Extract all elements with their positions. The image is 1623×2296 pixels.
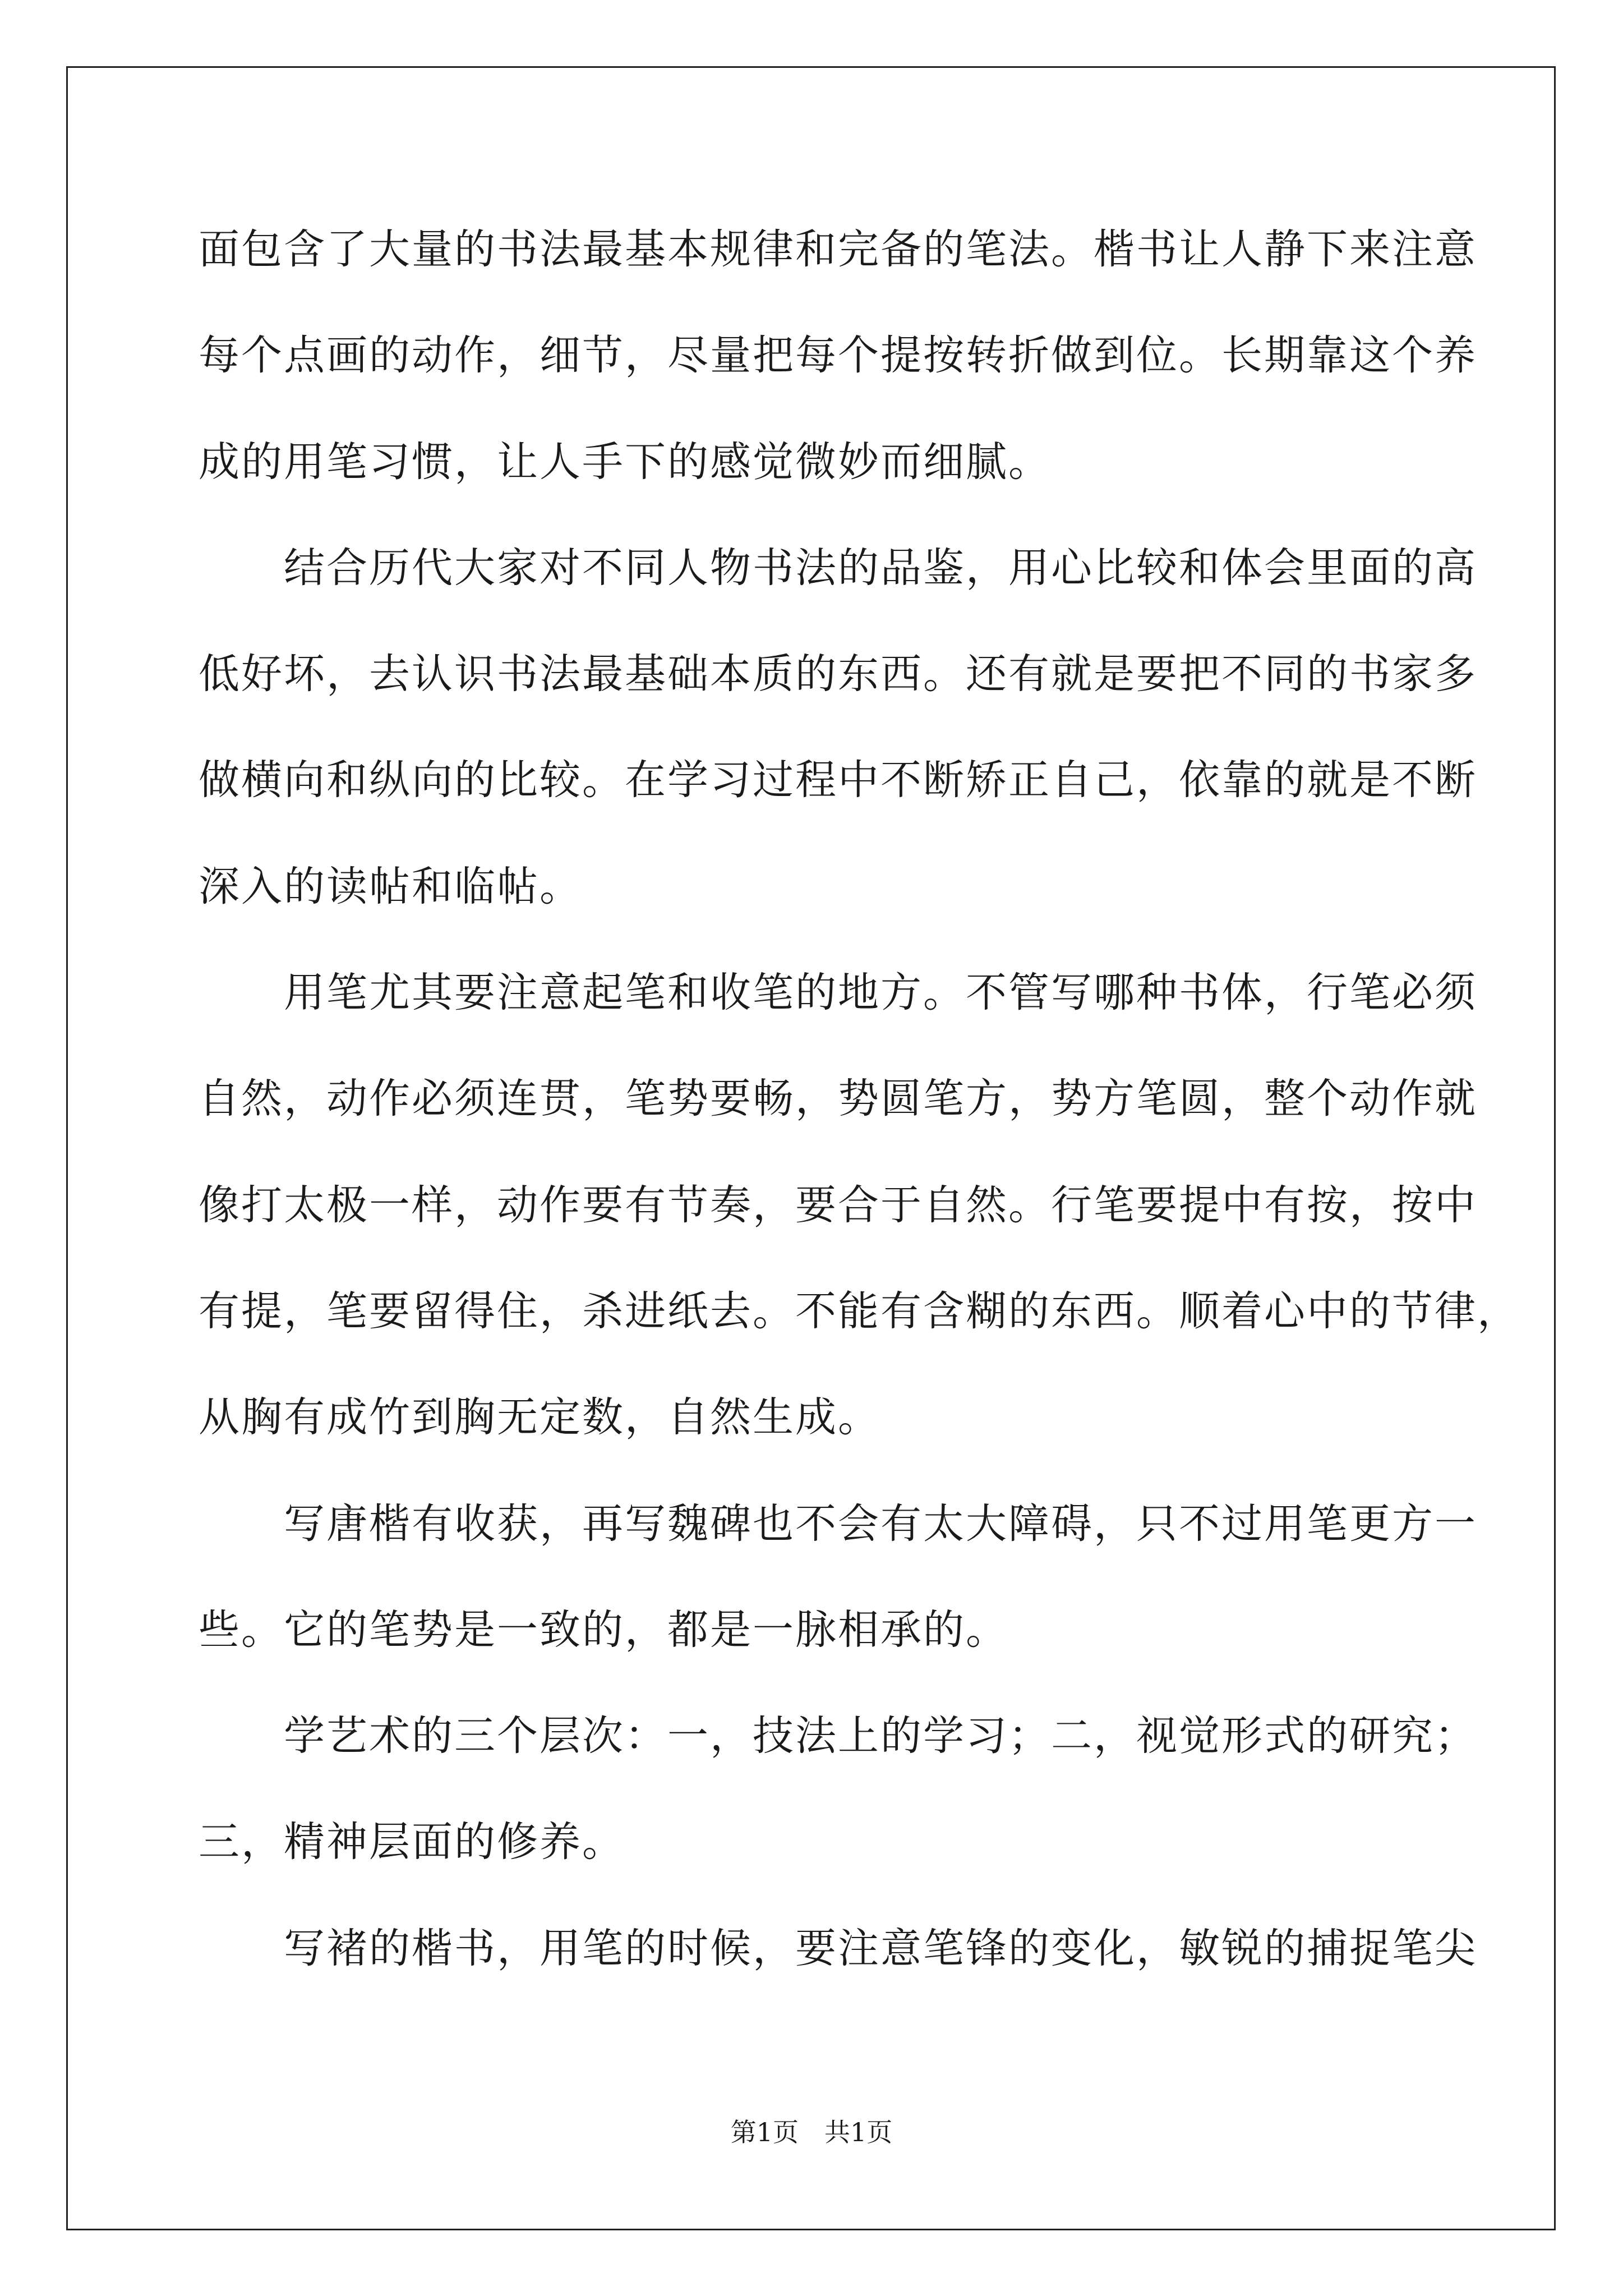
text-line: 结合历代大家对不同人物书法的品鉴，用心比较和体会里面的高	[199, 544, 1477, 592]
text-line: 些。它的笔势是一致的，都是一脉相承的。	[199, 1605, 1008, 1654]
text-line: 写褚的楷书，用笔的时候，要注意笔锋的变化，敏锐的捕捉笔尖	[199, 1924, 1477, 1972]
text-line: 从胸有成竹到胸无定数，自然生成。	[199, 1393, 880, 1442]
text-line: 每个点画的动作，细节，尽量把每个提按转折做到位。长期靠这个养	[199, 332, 1477, 380]
text-line: 有提，笔要留得住，杀进纸去。不能有含糊的东西。顺着心中的节律，	[199, 1287, 1520, 1335]
text-line: 三，精神层面的修养。	[199, 1818, 625, 1866]
text-line: 深入的读帖和临帖。	[199, 862, 582, 910]
text-line: 学艺术的三个层次：一，技法上的学习；二，视觉形式的研究；	[199, 1712, 1477, 1760]
text-line: 做横向和纵向的比较。在学习过程中不断矫正自己，依靠的就是不断	[199, 756, 1477, 804]
text-line: 低好坏，去认识书法最基础本质的东西。还有就是要把不同的书家多	[199, 650, 1477, 698]
text-line: 成的用笔习惯，让人手下的感觉微妙而细腻。	[199, 438, 1051, 486]
text-line: 面包含了大量的书法最基本规律和完备的笔法。楷书让人静下来注意	[199, 226, 1477, 273]
page-number-footer: 第1页 共1页	[730, 2117, 893, 2147]
text-line: 像打太极一样，动作要有节奏，要合于自然。行笔要提中有按，按中	[199, 1181, 1477, 1229]
text-line: 自然，动作必须连贯，笔势要畅，势圆笔方，势方笔圆，整个动作就	[199, 1075, 1477, 1123]
text-line: 写唐楷有收获，再写魏碑也不会有太大障碍，只不过用笔更方一	[199, 1499, 1477, 1548]
document-body	[199, 216, 1520, 2021]
text-line: 用笔尤其要注意起笔和收笔的地方。不管写哪种书体，行笔必须	[199, 969, 1477, 1017]
